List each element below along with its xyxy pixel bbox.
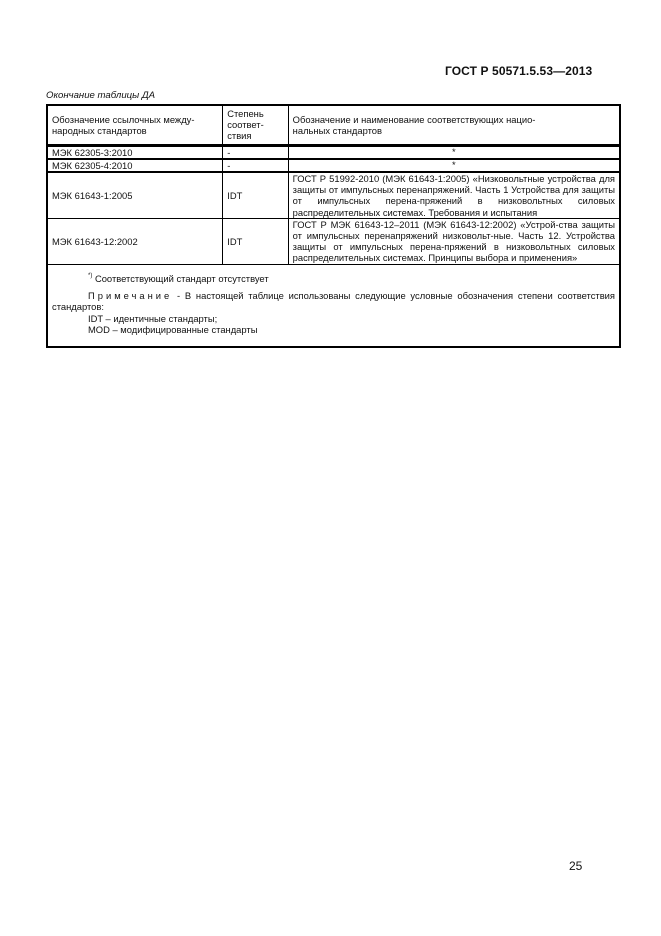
- table-notes: [47, 264, 620, 347]
- cell-ref: МЭК 61643-1:2005: [47, 172, 223, 218]
- table-row: [47, 218, 620, 264]
- header-degree-line-3: ствия: [227, 130, 252, 142]
- header-national-line-2: нальных стандартов: [292, 124, 382, 136]
- document-code: ГОСТ Р 50571.5.53—2013: [445, 64, 593, 78]
- note-item: MOD – модифицированные стандарты: [88, 324, 258, 336]
- header-national-line-1: Обозначение и наименование соответствующих нацио-: [292, 113, 536, 125]
- footnote: [52, 273, 615, 284]
- note-label: Примечание: [88, 290, 173, 302]
- table-row: [47, 145, 620, 159]
- table-row: [47, 159, 620, 172]
- cell-degree: -: [223, 159, 288, 172]
- table-row: [47, 172, 620, 218]
- cell-degree: IDT: [223, 218, 288, 264]
- correspondence-table: [46, 104, 621, 348]
- table-notes-row: [47, 264, 620, 347]
- table-caption: Окончание таблицы ДА: [46, 90, 156, 101]
- header-ref-line-1: Обозначение ссылочных между-: [52, 113, 195, 125]
- header-national-standard: [288, 105, 620, 145]
- cell-national: *: [288, 159, 620, 172]
- table-header-row: [47, 105, 620, 145]
- header-ref-line-2: народных стандартов: [52, 124, 147, 136]
- page-number: 25: [569, 859, 583, 873]
- note-item: IDT – идентичные стандарты;: [88, 312, 218, 324]
- cell-ref: МЭК 62305-4:2010: [47, 159, 223, 172]
- cell-national: ГОСТ Р 51992-2010 (МЭК 61643-1:2005) «Низковольтные устройства для защиты от импульсных перенапряжений. Часть 1 Устройства для защиты от импульсных перена-пряжений в низковольтных силовых распределительных системах. Требования и испытания: [288, 172, 620, 218]
- cell-national: *: [288, 145, 620, 159]
- header-degree: [223, 105, 288, 145]
- header-degree-line-1: Степень: [227, 108, 264, 119]
- footnote-text: Соответствующий стандарт отсутствует: [94, 272, 269, 284]
- note-paragraph: [52, 290, 615, 313]
- cell-ref: МЭК 61643-12:2002: [47, 218, 223, 264]
- correspondence-table-container: [46, 104, 621, 348]
- cell-degree: IDT: [223, 172, 288, 218]
- cell-national: ГОСТ Р МЭК 61643-12–2011 (МЭК 61643-12:2002) «Устрой-ства защиты от импульсных перенапряжений низковольт-ные. Часть 12. Устройства защиты от импульсных перена-пряжений в низковольтных силовых распределительных системах. Принципы выбора и применения»: [288, 218, 620, 264]
- cell-degree: -: [223, 145, 288, 159]
- header-degree-line-2: соответ-: [227, 119, 264, 131]
- cell-ref: МЭК 62305-3:2010: [47, 145, 223, 159]
- header-ref-standard: [47, 105, 223, 145]
- footnote-marker: *): [88, 272, 93, 279]
- note-text: - В настоящей таблице использованы следующие условные обозначения степени соответствия стандартов:: [52, 290, 615, 313]
